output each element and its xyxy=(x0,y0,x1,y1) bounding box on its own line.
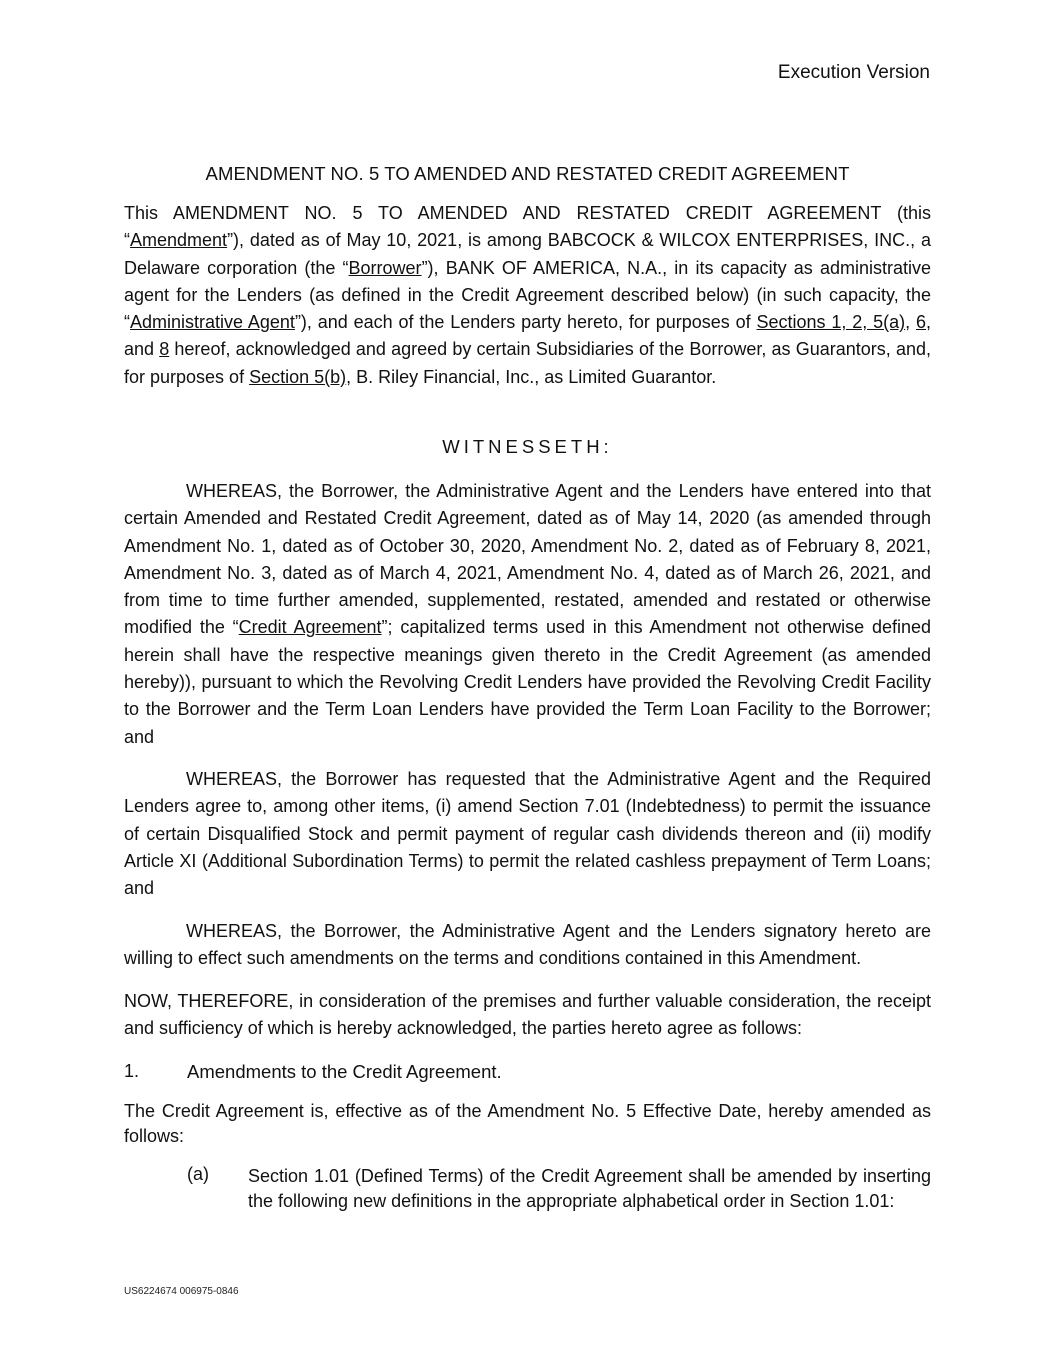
intro-text-6: and xyxy=(124,339,160,360)
witnesseth-heading: WITNESSETH: xyxy=(442,436,613,457)
whereas-2-text: WHEREAS, the Borrower has requested that the Administrative Agent and the Required Lenders agree to, among other items, (i) amend Section 7.01 (Indebtedness) to permit the issuance of certain Disqualified Stock and permit payment of regular cash dividends thereon and (ii) modify Article XI (Additional Subordination Terms) to permit the related cashless prepayment of Term Loans; and xyxy=(124,769,931,899)
section-reference-6: 6, xyxy=(915,312,931,333)
section-number: 1. xyxy=(124,1061,140,1081)
now-therefore-paragraph: NOW, THEREFORE, in consideration of the premises and further valuable consideration, the receipt and sufficiency of which is hereby acknowledged, the parties hereto agree as follows: xyxy=(124,991,931,1039)
section-1-body: The Credit Agreement is, effective as of the Amendment No. 5 Effective Date, hereby amended as follows: xyxy=(124,1101,931,1146)
defined-term-credit-agreement: Credit Agreement xyxy=(238,617,382,638)
intro-text-5: , xyxy=(905,312,916,333)
section-reference-1-2-5a: Sections 1, 2, 5(a) xyxy=(756,312,906,333)
intro-text-2: ”), dated as of May 10, 2021, is among BABCOCK & WILCOX ENTERPRISES, INC., a Delaware corporation (the “ xyxy=(124,230,931,278)
whereas-1-text-1: WHEREAS, the Borrower, the Administrative Agent and the Lenders have entered into that certain Amended and Restated Credit Agreement, dated as of May 14, 2020 (as amended through Amendment No. 1, dated as of October 30, 2020, Amendment No. 2, dated as of February 8, 2021, Amendment No. 3, dated as of March 4, 2021, Amendment No. 4, dated as of March 26, 2021, and from time to time further amended, supplemented, restated, amended and restated or otherwise modified the “ xyxy=(124,481,931,638)
intro-text-7: hereof, acknowledged and agreed by certain Subsidiaries of the Borrower, as Guarantors, and, for purposes of xyxy=(124,339,931,387)
section-reference-5b: Section 5(b) xyxy=(249,366,347,387)
whereas-paragraph-1 xyxy=(124,478,931,751)
item-a-text: Section 1.01 (Defined Terms) of the Credit Agreement shall be amended by inserting the following new definitions in the appropriate alphabetical order in Section 1.01: xyxy=(248,1166,931,1211)
intro-text-4: ”), and each of the Lenders party hereto, for purposes of xyxy=(294,312,757,333)
defined-term-amendment: Amendment xyxy=(130,230,228,251)
defined-term-administrative-agent: Administrative Agent xyxy=(130,312,295,333)
whereas-1-text-2: ”; capitalized terms used in this Amendment not otherwise defined herein shall have the respective meanings given thereto in the Credit Agreement (as amended hereby)), pursuant to which the Revolving Credit Lenders have provided the Revolving Credit Facility to the Borrower and the Term Loan Lenders have provided the Term Loan Facility to the Borrower; and xyxy=(124,617,931,747)
intro-text-3: ”), BANK OF AMERICA, N.A., in its capacity as administrative agent for the Lenders (as defined in the Credit Agreement described below) (in such capacity, the “ xyxy=(124,257,931,333)
intro-text-1: This AMENDMENT NO. 5 TO AMENDED AND RESTATED CREDIT AGREEMENT (this “ xyxy=(124,203,931,251)
section-reference-8: 8 xyxy=(159,339,170,360)
whereas-paragraph-3 xyxy=(124,918,931,973)
section-heading: Amendments to the Credit Agreement. xyxy=(187,1061,502,1082)
item-a-label: (a) xyxy=(187,1164,209,1184)
document-footer-id: US6224674 006975-0846 xyxy=(124,1286,239,1297)
whereas-3-text: WHEREAS, the Borrower, the Administrative Agent and the Lenders signatory hereto are willing to effect such amendments on the terms and conditions contained in this Amendment. xyxy=(124,921,931,969)
whereas-paragraph-2 xyxy=(124,766,931,902)
defined-term-borrower: Borrower xyxy=(348,257,422,278)
intro-text-8: , B. Riley Financial, Inc., as Limited Guarantor. xyxy=(346,366,717,387)
document-title: AMENDMENT NO. 5 TO AMENDED AND RESTATED CREDIT AGREEMENT xyxy=(205,163,850,184)
execution-version-label: Execution Version xyxy=(777,62,930,83)
intro-paragraph xyxy=(124,200,931,391)
